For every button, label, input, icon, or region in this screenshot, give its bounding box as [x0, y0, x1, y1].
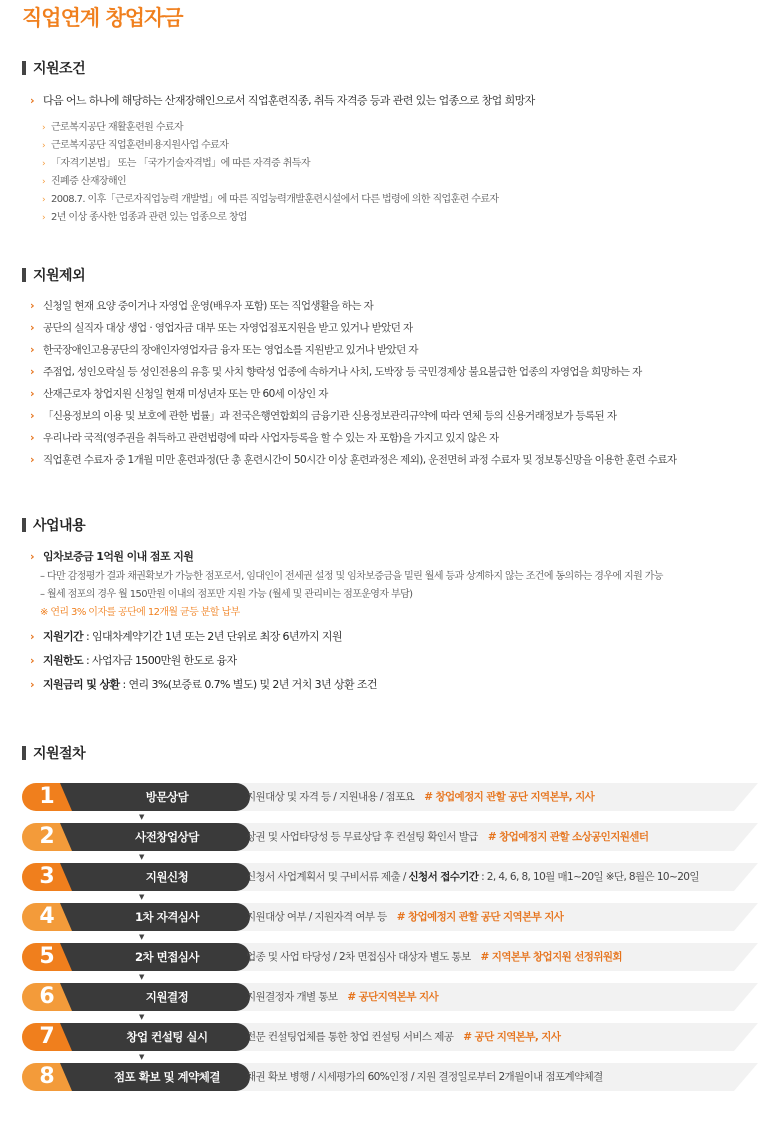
arrow-icon: › — [42, 141, 45, 151]
exclusion-item: › 우리나라 국적(영주권을 취득하고 관련법령에 따라 사업자등록을 할 수 있는 자 포함)을 가지고 있지 않은 자 — [30, 431, 499, 444]
exclusion-item: › 직업훈련 수료자 중 1개월 미만 훈련과정(단 총 훈련시간이 50시간 이상 훈련과정은 제외), 운전면허 과정 수료자 및 정보통신망을 이용한 훈련 수료자 — [30, 453, 677, 466]
arrow-icon: › — [30, 431, 34, 444]
step-desc: 전문 컨설팅업체를 통한 창업 컨설팅 서비스 제공 # 공단 지역본부, 지사 — [246, 1031, 561, 1043]
procedure-step-6 — [22, 983, 758, 1011]
down-arrow-icon: ▼ — [139, 973, 145, 981]
exclusion-item: › 주점업, 성인오락실 등 성인전용의 유흥 및 사치 향락성 업종에 속하거나 사치, 도박장 등 국민경제상 불요불급한 업종의 자영업을 희망하는 자 — [30, 365, 642, 378]
procedure-step-5 — [22, 943, 758, 971]
arrow-icon: › — [30, 550, 34, 563]
step-name: 방문상담 — [145, 790, 189, 804]
page-title: 직업연계 창업자금 — [22, 6, 183, 30]
business-note: ※ 연리 3% 이자를 공단에 12개월 균등 분할 납부 — [40, 607, 240, 618]
arrow-icon: › — [42, 213, 45, 223]
step-number: 4 — [39, 904, 55, 929]
exclusion-item: › 「신용정보의 이용 및 보호에 관한 법률」과 전국은행연합회의 금융기관 신용정보관리규약에 따라 연체 등의 신용거래정보가 등록된 자 — [30, 409, 617, 422]
business-main: › 임차보증금 1억원 이내 점포 지원 — [30, 550, 194, 563]
arrow-icon: › — [42, 195, 45, 205]
section-title-eligibility: 지원조건 — [22, 58, 85, 78]
business-term: › 지원금리 및 상환 : 연리 3%(보증료 0.7% 별도) 및 2년 거치 3년 상환 조건 — [30, 678, 377, 691]
business-detail: – 월세 점포의 경우 월 150만원 이내의 점포만 지원 가능 (월세 및 관리비는 점포운영자 부담) — [40, 589, 413, 600]
arrow-icon: › — [30, 409, 34, 422]
down-arrow-icon: ▼ — [139, 933, 145, 941]
step-name: 2차 면접심사 — [134, 950, 200, 964]
eligibility-item: › 근로복지공단 재활훈련원 수료자 — [42, 122, 183, 133]
arrow-icon: › — [42, 159, 45, 169]
exclusion-item: › 공단의 실직자 대상 생업 · 영업자금 대부 또는 자영업점포지원을 받고 있거나 받았던 자 — [30, 321, 413, 334]
arrow-icon: › — [42, 177, 45, 187]
down-arrow-icon: ▼ — [139, 1053, 145, 1061]
arrow-icon: › — [42, 123, 45, 133]
eligibility-main: › 다음 어느 하나에 해당하는 산재장해인으로서 직업훈련직종, 취득 자격증 등과 관련 있는 업종으로 창업 희망자 — [30, 94, 535, 107]
procedure-step-1 — [22, 783, 758, 811]
step-number: 8 — [39, 1064, 55, 1089]
down-arrow-icon: ▼ — [139, 893, 145, 901]
eligibility-item: › 진폐증 산재장해인 — [42, 176, 127, 187]
step-number: 7 — [39, 1024, 55, 1049]
procedure-step-2 — [22, 823, 758, 851]
step-desc: 신청서 사업계획서 및 구비서류 제출 / 신청서 접수기간 : 2, 4, 6, 8, 10월 매1~20일 ※단, 8월은 10~20일 — [246, 871, 699, 883]
down-arrow-icon: ▼ — [139, 853, 145, 861]
exclusion-item: › 산재근로자 창업지원 신청일 현재 미성년자 또는 만 60세 이상인 자 — [30, 387, 328, 400]
section-title-business: 사업내용 — [22, 515, 85, 535]
down-arrow-icon: ▼ — [139, 813, 145, 821]
arrow-icon: › — [30, 678, 34, 691]
arrow-icon: › — [30, 453, 34, 466]
step-name: 지원결정 — [145, 990, 189, 1004]
step-name: 점포 확보 및 계약체결 — [114, 1070, 220, 1084]
eligibility-item: › 2년 이상 종사한 업종과 관련 있는 업종으로 창업 — [42, 212, 247, 223]
section-title-procedure: 지원절차 — [22, 743, 85, 763]
step-name: 창업 컨설팅 실시 — [126, 1030, 208, 1044]
step-desc: 상권 및 사업타당성 등 무료상담 후 컨설팅 확인서 발급 # 창업예정지 관할 소상공인지원센터 — [246, 831, 649, 843]
step-name: 사전창업상담 — [135, 830, 199, 844]
business-term: › 지원기간 : 임대차계약기간 1년 또는 2년 단위로 최장 6년까지 지원 — [30, 630, 342, 643]
eligibility-item: › 「자격기본법」 또는 「국가기술자격법」에 따른 자격증 취득자 — [42, 158, 310, 169]
step-number: 5 — [39, 944, 55, 969]
arrow-icon: › — [30, 94, 34, 107]
step-number: 3 — [39, 864, 55, 889]
step-number: 1 — [39, 784, 55, 809]
step-name: 1차 자격심사 — [134, 910, 200, 924]
eligibility-item: › 2008.7. 이후「근로자직업능력 개발법」에 따른 직업능력개발훈련시설에서 다른 법령에 의한 직업훈련 수료자 — [42, 194, 499, 205]
arrow-icon: › — [30, 365, 34, 378]
step-name: 지원신청 — [145, 870, 189, 884]
section-title-exclusion: 지원제외 — [22, 265, 85, 285]
arrow-icon: › — [30, 299, 34, 312]
step-number: 6 — [39, 984, 55, 1009]
down-arrow-icon: ▼ — [139, 1013, 145, 1021]
procedure-step-3 — [22, 863, 758, 891]
procedure-step-4 — [22, 903, 758, 931]
step-desc: 지원대상 여부 / 지원자격 여부 등 # 창업예정지 관할 공단 지역본부 지사 — [246, 911, 564, 923]
step-number: 2 — [39, 824, 55, 849]
business-term: › 지원한도 : 사업자금 1500만원 한도로 융자 — [30, 654, 237, 667]
procedure-step-7 — [22, 1023, 758, 1051]
arrow-icon: › — [30, 654, 34, 667]
exclusion-item: › 신청일 현재 요양 중이거나 자영업 운영(배우자 포함) 또는 직업생활을 하는 자 — [30, 299, 374, 312]
arrow-icon: › — [30, 321, 34, 334]
arrow-icon: › — [30, 630, 34, 643]
procedure-step-8 — [22, 1063, 758, 1091]
step-desc: 지원결정자 개별 통보 # 공단지역본부 지사 — [246, 991, 439, 1003]
step-desc: 지원대상 및 자격 등 / 지원내용 / 점포요 # 창업예정지 관할 공단 지역본부, 지사 — [246, 791, 595, 803]
step-desc: 채권 확보 병행 / 시세평가의 60%인정 / 지원 결정일로부터 2개월이내 점포계약체결 — [246, 1071, 603, 1083]
arrow-icon: › — [30, 343, 34, 356]
step-desc: 업종 및 사업 타당성 / 2차 면접심사 대상자 별도 통보 # 지역본부 창업지원 선정위원회 — [246, 951, 622, 963]
eligibility-item: › 근로복지공단 직업훈련비용지원사업 수료자 — [42, 140, 229, 151]
exclusion-item: › 한국장애인고용공단의 장애인자영업자금 융자 또는 영업소를 지원받고 있거나 받았던 자 — [30, 343, 418, 356]
business-detail: – 다만 감정평가 결과 채권확보가 가능한 점포로서, 임대인이 전세권 설정 및 임차보증금을 밑린 월세 등과 상계하지 않는 조건에 동의하는 경우에 지원 가능 — [40, 571, 663, 582]
arrow-icon: › — [30, 387, 34, 400]
